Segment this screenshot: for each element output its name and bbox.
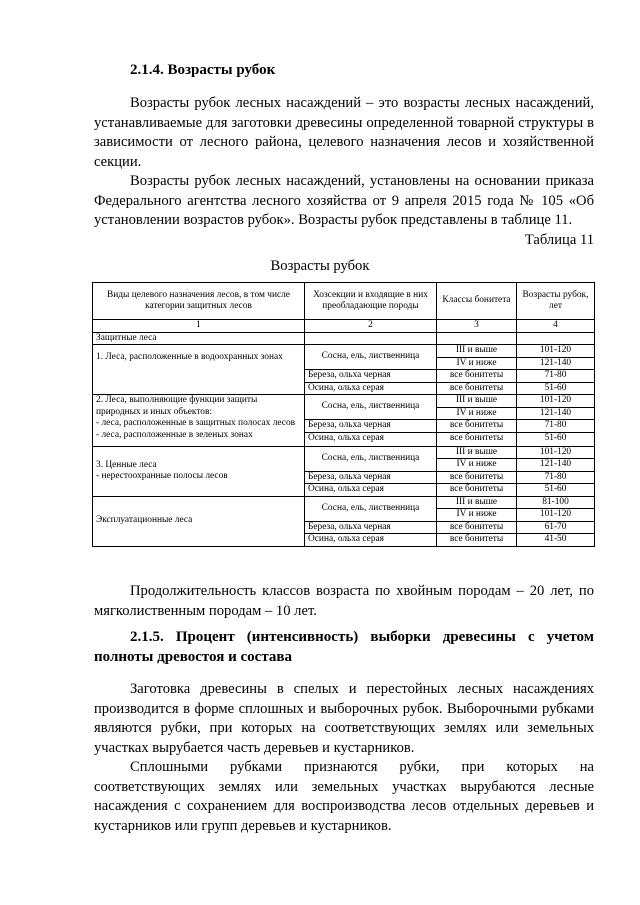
purpose-subitem: - леса, расположенные в зеленых зонах (96, 430, 301, 442)
purpose-cell (93, 446, 305, 496)
species-cell: Береза, ольха черная (305, 370, 437, 383)
age-cell: 51-60 (517, 432, 595, 446)
age-cell: 121-140 (517, 459, 595, 472)
purpose-cell: 1. Леса, расположенные в водоохранных зонах (93, 345, 305, 370)
paragraph: Сплошными рубками признаются рубки, при которых на соответствующих землях или земельных участках вырубаются лесные насаждения с сохранением для воспроизводства лесов отдельных деревьев и кустарников или групп деревьев и кустарников. (94, 759, 594, 834)
bonitet-cell: IV и ниже (437, 357, 517, 370)
purpose-label: 3. Ценные леса (96, 459, 157, 470)
column-header: Возрасты рубок, лет (517, 283, 595, 320)
bonitet-cell: III и выше (437, 446, 517, 459)
species-cell: Береза, ольха черная (305, 420, 437, 433)
age-cell: 81-100 (517, 496, 595, 509)
age-cell: 71-80 (517, 420, 595, 433)
column-header: Классы бонитета (437, 283, 517, 320)
purpose-cell (93, 395, 305, 447)
section-label: Защитные леса (93, 332, 305, 345)
age-cell: 61-70 (517, 521, 595, 534)
species-cell: Осина, ольха серая (305, 382, 437, 395)
section-heading-2-1-4: 2.1.4. Возрасты рубок (130, 62, 276, 78)
species-cell: Сосна, ель, лиственница (305, 496, 437, 521)
column-header: Виды целевого назначения лесов, в том числе категории защитных лесов (93, 283, 305, 320)
cutting-age-table (92, 282, 595, 547)
table-row (93, 320, 595, 333)
bonitet-cell: IV и ниже (437, 407, 517, 420)
age-cell: 101-120 (517, 345, 595, 358)
column-header: Хозсекции и входящие в них преобладающие породы (305, 283, 437, 320)
age-cell: 71-80 (517, 471, 595, 484)
age-cell: 121-140 (517, 407, 595, 420)
column-number: 3 (437, 320, 517, 333)
paragraph: Возрасты рубок лесных насаждений – это возрасты лесных насаждений, устанавливаемые для заготовки древесины определенной товарной структуры в зависимости от лесного района, целевого назначения лесов и хозяйственной секции. (94, 95, 594, 170)
age-cell: 71-80 (517, 370, 595, 383)
table-row (93, 496, 595, 509)
species-cell: Сосна, ель, лиственница (305, 395, 437, 420)
paragraph: Возрасты рубок лесных насаждений, установлены на основании приказа Федерального агентства лесного хозяйства от 9 апреля 2015 года № 105 «Об установлении возрастов рубок». Возрасты рубок представлены в таблице 11. (94, 173, 594, 229)
bonitet-cell: все бонитеты (437, 534, 517, 547)
bonitet-cell: все бонитеты (437, 521, 517, 534)
table-row (93, 345, 595, 358)
bonitet-cell: все бонитеты (437, 484, 517, 497)
species-cell: Береза, ольха черная (305, 471, 437, 484)
table-row (93, 395, 595, 408)
table-row (93, 370, 595, 383)
age-cell: 101-120 (517, 446, 595, 459)
age-cell: 51-60 (517, 484, 595, 497)
bonitet-cell: все бонитеты (437, 382, 517, 395)
column-number: 1 (93, 320, 305, 333)
species-cell: Береза, ольха черная (305, 521, 437, 534)
column-number: 4 (517, 320, 595, 333)
table-label: Таблица 11 (524, 232, 594, 248)
bonitet-cell: III и выше (437, 345, 517, 358)
table-header-row (93, 283, 595, 320)
bonitet-cell: IV и ниже (437, 509, 517, 522)
paragraph: Заготовка древесины в спелых и перестойных лесных насаждениях производится в форме сплошных и выборочных рубок. Выборочными рубками являются рубки, при которых на соответствующих землях или земельных участках вырубается часть деревьев и кустарников. (94, 681, 594, 756)
bonitet-cell: все бонитеты (437, 370, 517, 383)
age-cell: 41-50 (517, 534, 595, 547)
table-row (93, 446, 595, 459)
purpose-cell: Эксплуатационные леса (93, 496, 305, 546)
column-number: 2 (305, 320, 437, 333)
bonitet-cell: IV и ниже (437, 459, 517, 472)
purpose-subitem: - нерестоохранные полосы лесов (96, 471, 301, 483)
species-cell: Осина, ольха серая (305, 534, 437, 547)
paragraph: Продолжительность классов возраста по хвойным породам – 20 лет, по мягколиственным породам – 10 лет. (94, 583, 594, 619)
age-cell: 101-120 (517, 509, 595, 522)
age-cell: 121-140 (517, 357, 595, 370)
species-cell: Осина, ольха серая (305, 432, 437, 446)
age-cell: 101-120 (517, 395, 595, 408)
table-row (93, 332, 595, 345)
bonitet-cell: III и выше (437, 496, 517, 509)
bonitet-cell: все бонитеты (437, 420, 517, 433)
bonitet-cell: III и выше (437, 395, 517, 408)
age-cell: 51-60 (517, 382, 595, 395)
section-heading-2-1-5: 2.1.5. Процент (интенсивность) выборки древесины с учетом полноты древостоя и состава (94, 629, 594, 665)
table-caption: Возрасты рубок (270, 258, 370, 274)
bonitet-cell: все бонитеты (437, 432, 517, 446)
species-cell: Сосна, ель, лиственница (305, 345, 437, 370)
purpose-subitem: - леса, расположенные в защитных полосах лесов (96, 418, 301, 430)
bonitet-cell: все бонитеты (437, 471, 517, 484)
purpose-label: 2. Леса, выполняющие функции защиты природных и иных объектов: (96, 395, 258, 417)
species-cell: Сосна, ель, лиственница (305, 446, 437, 471)
species-cell: Осина, ольха серая (305, 484, 437, 497)
